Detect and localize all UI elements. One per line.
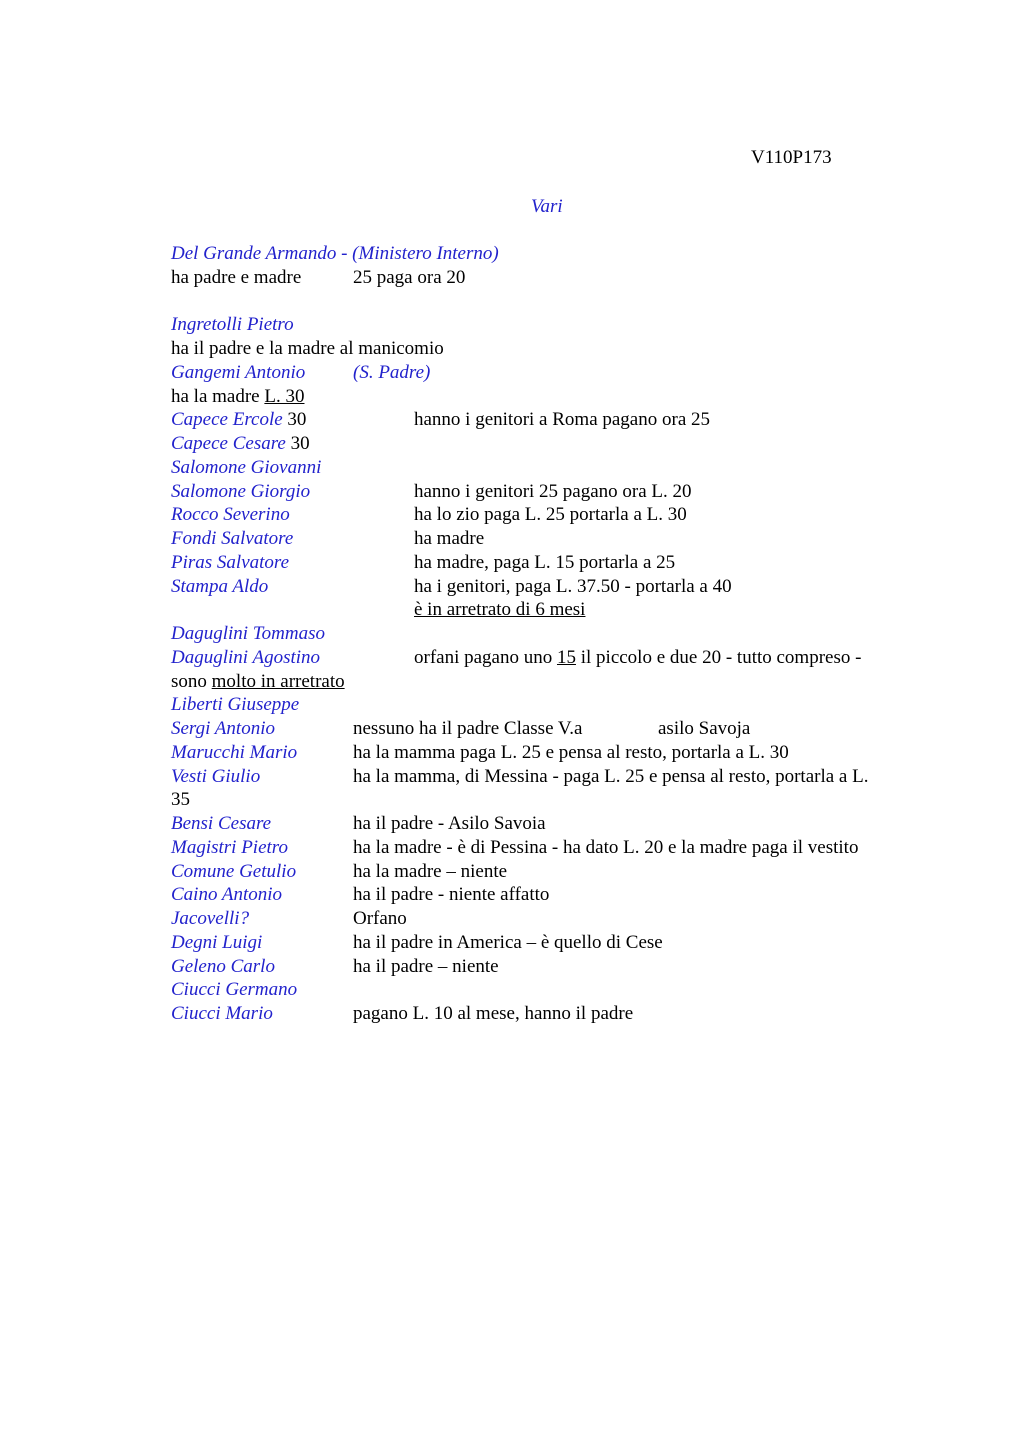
entry-text: ha il padre e la madre al manicomio: [171, 338, 444, 359]
entry-num: 30: [285, 433, 310, 454]
entry-text: ha la madre - è di Pessina - ha dato L. 20 e la madre paga il vestito: [353, 837, 859, 858]
person-name: Geleno Carlo: [171, 956, 275, 977]
person-name: Capece Ercole: [171, 409, 283, 430]
page-code: V110P173: [751, 147, 832, 168]
entry-text: ha il padre - Asilo Savoia: [353, 813, 546, 834]
entry-text: ha la mamma, di Messina - paga L. 25 e pensa al resto, portarla a L.: [353, 766, 869, 787]
entry-text: hanno i genitori 25 pagano ora L. 20: [414, 481, 692, 502]
entry-text: ha la mamma paga L. 25 e pensa al resto, portarla a L. 30: [353, 742, 789, 763]
person-name: Ciucci Mario: [171, 1003, 273, 1024]
entry-daguglini-tommaso: [171, 623, 325, 645]
entry-extra: asilo Savoja: [658, 718, 751, 739]
person-name: Ciucci Germano: [171, 979, 298, 1000]
entry-text: ha madre, paga L. 15 portarla a 25: [414, 552, 676, 573]
entry-capece-ercole: [171, 409, 711, 431]
person-name: Bensi Cesare: [171, 813, 272, 834]
entry-text: ha la madre: [171, 386, 265, 407]
entry-capece-cesare: [171, 433, 310, 455]
entry-sergi: [171, 718, 751, 740]
person-name: Daguglini Agostino: [171, 647, 321, 668]
entry-piras: [171, 552, 676, 574]
entry-gangemi-text: [171, 386, 304, 408]
entry-text: è in arretrato di 6 mesi: [414, 599, 586, 620]
entry-del-grande-text: [171, 267, 466, 289]
entry-vesti: [171, 766, 869, 788]
person-name: Degni Luigi: [171, 932, 263, 953]
person-name: Gangemi Antonio: [171, 362, 306, 383]
person-name: Piras Salvatore: [171, 552, 290, 573]
entry-caino: [171, 884, 550, 906]
entry-liberti: [171, 694, 299, 716]
entry-text: ha il padre - niente affatto: [353, 884, 550, 905]
entry-text: ha padre e madre: [171, 267, 302, 288]
entry-text: ha la madre – niente: [353, 861, 508, 882]
entry-vesti-cont: [171, 789, 190, 811]
person-name: Vesti Giulio: [171, 766, 261, 787]
entry-geleno: [171, 956, 499, 978]
entry-comune: [171, 861, 508, 883]
entry-ingretolli-name: [171, 314, 294, 336]
entry-text: nessuno ha il padre Classe V.a: [353, 718, 583, 739]
entry-text: hanno i genitori a Roma pagano ora 25: [414, 409, 711, 430]
entry-degni: [171, 932, 663, 954]
entry-del-grande-name: [171, 243, 499, 265]
entry-text: 35: [171, 789, 190, 810]
person-name: Caino Antonio: [171, 884, 283, 905]
entry-text: ha madre: [414, 528, 485, 549]
entry-ciucci-germano: [171, 979, 297, 1001]
entry-pay: 25 paga ora 20: [353, 267, 466, 288]
entry-marucchi: [171, 742, 789, 764]
entry-note: (S. Padre): [353, 362, 431, 383]
person-name: Del Grande Armando - (Ministero Interno): [171, 243, 499, 264]
person-name: Magistri Pietro: [171, 837, 288, 858]
entry-jacovelli: [171, 908, 407, 930]
entry-text: [414, 647, 861, 669]
entry-salomone-giorgio: [171, 481, 692, 503]
person-name: Jacovelli?: [171, 908, 250, 929]
entry-stampa: [171, 576, 732, 598]
person-name: Stampa Aldo: [171, 576, 269, 597]
person-name: Salomone Giovanni: [171, 457, 322, 478]
person-name: Comune Getulio: [171, 861, 297, 882]
entry-text: ha il padre in America – è quello di Cese: [353, 932, 663, 953]
entry-text-underlined: molto in arretrato: [211, 671, 345, 692]
entry-text: Orfano: [353, 908, 407, 929]
person-name: Sergi Antonio: [171, 718, 275, 739]
entry-amount: L. 30: [264, 386, 305, 407]
entry-text-part: sono: [171, 671, 212, 692]
entry-num: 30: [282, 409, 307, 430]
entry-text: ha lo zio paga L. 25 portarla a L. 30: [414, 504, 687, 525]
entry-ingretolli-text: [171, 338, 444, 360]
person-name: Fondi Salvatore: [171, 528, 294, 549]
person-name: Ingretolli Pietro: [171, 314, 294, 335]
entry-stampa-arrears: [414, 599, 585, 621]
person-name: Daguglini Tommaso: [171, 623, 325, 644]
page-title: Vari: [531, 196, 563, 217]
person-name: Salomone Giorgio: [171, 481, 311, 502]
person-name: Marucchi Mario: [171, 742, 298, 763]
entry-ciucci-mario: [171, 1003, 634, 1025]
entry-text: ha il padre – niente: [353, 956, 499, 977]
entry-bensi: [171, 813, 546, 835]
person-name: Rocco Severino: [171, 504, 290, 525]
entry-salomone-giovanni: [171, 457, 321, 479]
entry-text-part: orfani pagano uno: [414, 647, 557, 668]
entry-text-underlined: 15: [556, 647, 576, 668]
entry-text-part: il piccolo e due 20 - tutto compreso -: [575, 647, 862, 668]
person-name: Capece Cesare: [171, 433, 286, 454]
entry-text: pagano L. 10 al mese, hanno il padre: [353, 1003, 634, 1024]
entry-gangemi-name: [171, 362, 431, 384]
entry-daguglini-agostino: [171, 647, 862, 669]
entry-fondi: [171, 528, 485, 550]
person-name: Liberti Giuseppe: [171, 694, 300, 715]
entry-text: ha i genitori, paga L. 37.50 - portarla a 40: [414, 576, 732, 597]
entry-daguglini-cont: [171, 671, 345, 693]
entry-rocco: [171, 504, 687, 526]
entry-magistri: [171, 837, 859, 859]
